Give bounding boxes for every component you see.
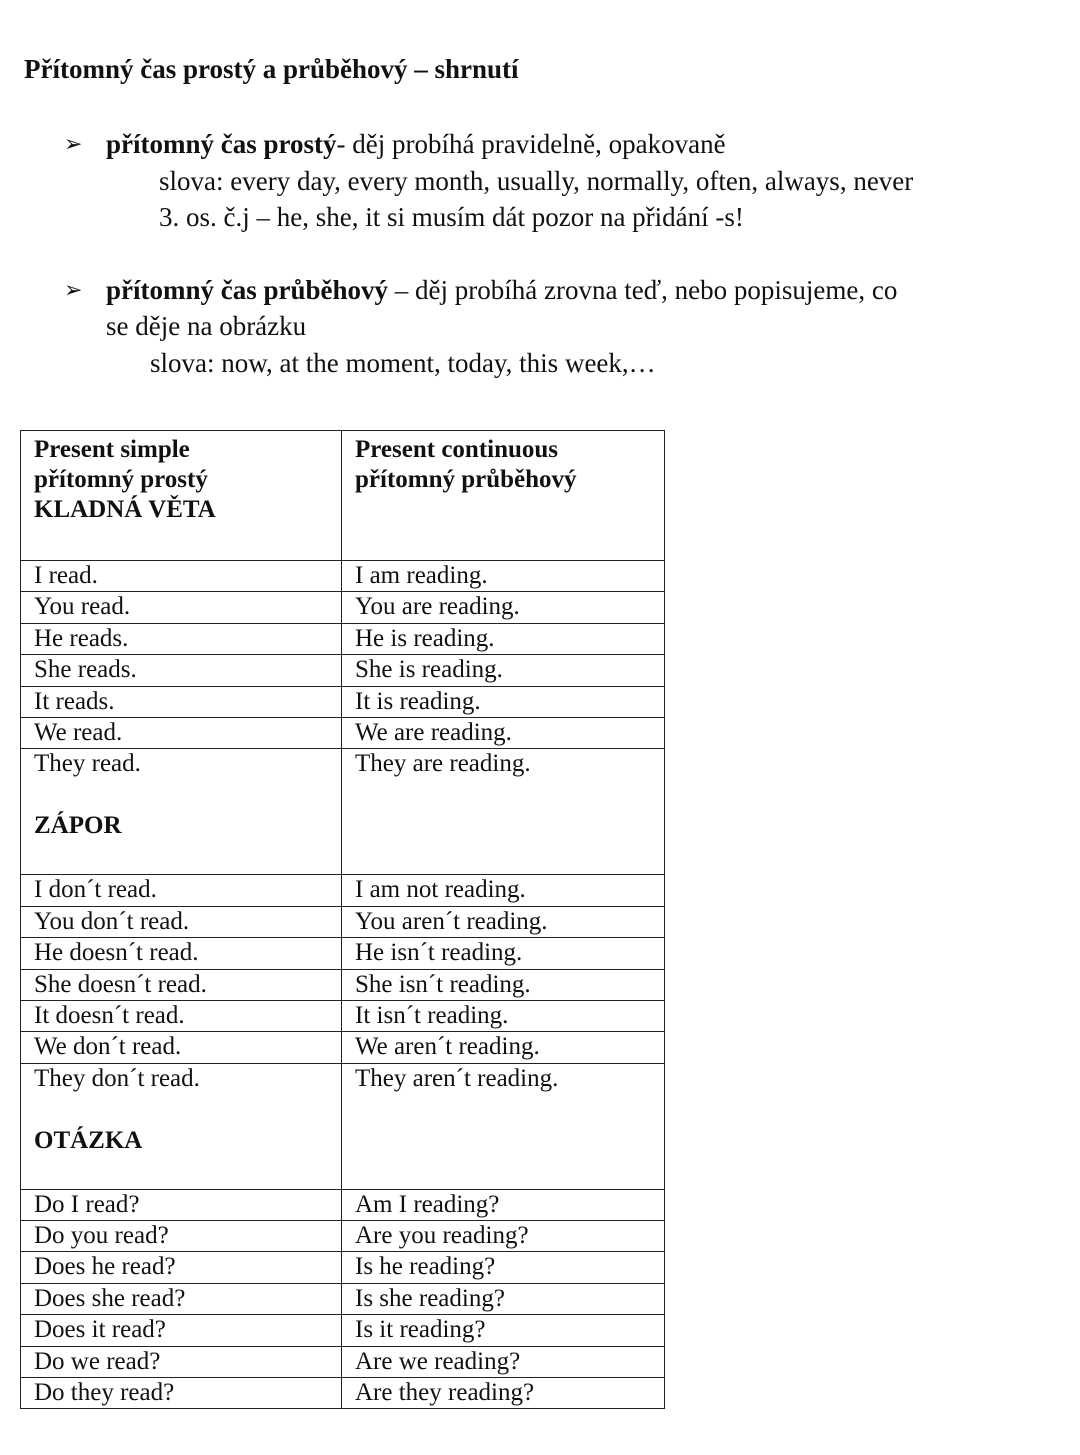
table-cell: She reads.	[21, 655, 342, 686]
header-line: Present continuous	[355, 436, 559, 463]
table-cell: Does it read?	[21, 1315, 342, 1346]
table-cell: I am reading.	[342, 561, 665, 592]
table-row	[21, 655, 665, 686]
arrow-bullet-icon: ➢	[64, 277, 83, 302]
table-cell: We don´t read.	[21, 1032, 342, 1063]
bullet-heading-line	[106, 126, 726, 162]
table-cell: We are reading.	[342, 717, 665, 748]
table-cell: She isn´t reading.	[342, 969, 665, 1000]
table-cell: Are they reading?	[342, 1378, 665, 1409]
table-cell: You are reading.	[342, 592, 665, 623]
bullet-heading: přítomný čas prostý	[106, 129, 337, 159]
table-cell: They are reading.	[342, 749, 665, 875]
table-row	[21, 1252, 665, 1283]
table-row	[21, 906, 665, 937]
table-row	[21, 1346, 665, 1377]
header-line: přítomný průběhový	[355, 466, 577, 493]
table-row	[21, 717, 665, 748]
table-cell-text: They don´t read.	[34, 1064, 200, 1092]
table-row	[21, 969, 665, 1000]
table-row	[21, 1189, 665, 1220]
table-cell: Do they read?	[21, 1378, 342, 1409]
header-present-continuous	[342, 431, 665, 561]
table-cell: Do I read?	[21, 1189, 342, 1220]
table-cell: I am not reading.	[342, 875, 665, 906]
table-row	[21, 686, 665, 717]
table-cell: Are you reading?	[342, 1221, 665, 1252]
table-cell: It is reading.	[342, 686, 665, 717]
table-cell: Am I reading?	[342, 1189, 665, 1220]
table-cell: He reads.	[21, 623, 342, 654]
bullet-keywords: slova: every day, every month, usually, normally, often, always, never	[159, 166, 914, 196]
header-line: Present simple	[34, 436, 190, 463]
arrow-bullet-icon: ➢	[64, 131, 83, 156]
table-cell: Do we read?	[21, 1346, 342, 1377]
table-cell: Does he read?	[21, 1252, 342, 1283]
table-cell: It isn´t reading.	[342, 1000, 665, 1031]
table-cell: He is reading.	[342, 623, 665, 654]
table-cell: He doesn´t read.	[21, 938, 342, 969]
bullet-description-continuation: se děje na obrázku	[106, 311, 307, 341]
header-present-simple	[21, 431, 342, 561]
table-cell: She is reading.	[342, 655, 665, 686]
table-cell: He isn´t reading.	[342, 938, 665, 969]
table-cell	[21, 749, 342, 875]
table-cell: We read.	[21, 717, 342, 748]
section-label-question: OTÁZKA	[34, 1126, 143, 1154]
bullet-heading: přítomný čas průběhový	[106, 275, 389, 305]
table-cell: Are we reading?	[342, 1346, 665, 1377]
table-cell: I read.	[21, 561, 342, 592]
table-row	[21, 623, 665, 654]
table-row	[21, 1315, 665, 1346]
bullet-description: - děj probíhá pravidelně, opakovaně	[336, 129, 726, 159]
table-row	[21, 1032, 665, 1063]
table-cell: You read.	[21, 592, 342, 623]
bullet-keywords: slova: now, at the moment, today, this week,…	[150, 348, 656, 378]
page-title: Přítomný čas prostý a průběhový – shrnutí	[24, 54, 519, 84]
table-row	[21, 592, 665, 623]
table-cell: I don´t read.	[21, 875, 342, 906]
table-row	[21, 1000, 665, 1031]
table-cell: It doesn´t read.	[21, 1000, 342, 1031]
table-cell: Does she read?	[21, 1283, 342, 1314]
table-row	[21, 875, 665, 906]
bullet-description: – děj probíhá zrovna teď, nebo popisujeme, co	[388, 275, 898, 305]
table-row	[21, 1063, 665, 1189]
table-cell: They aren´t reading.	[342, 1063, 665, 1189]
table-cell: She doesn´t read.	[21, 969, 342, 1000]
table-row	[21, 1378, 665, 1409]
table-row	[21, 749, 665, 875]
table-cell: Is he reading?	[342, 1252, 665, 1283]
grammar-table	[20, 430, 665, 1409]
table-cell-text: They read.	[34, 750, 141, 778]
table-row	[21, 1221, 665, 1252]
section-label-affirmative: KLADNÁ VĚTA	[34, 496, 216, 523]
table-row	[21, 1283, 665, 1314]
table-cell: Is it reading?	[342, 1315, 665, 1346]
header-line: přítomný prostý	[34, 466, 208, 493]
table-cell: We aren´t reading.	[342, 1032, 665, 1063]
section-label-negative: ZÁPOR	[34, 812, 122, 840]
bullet-heading-line	[106, 272, 897, 308]
table-cell: Do you read?	[21, 1221, 342, 1252]
table-cell: You aren´t reading.	[342, 906, 665, 937]
table-cell: You don´t read.	[21, 906, 342, 937]
table-header-row	[21, 431, 665, 561]
table-row	[21, 938, 665, 969]
table-cell	[21, 1063, 342, 1189]
bullet-note: 3. os. č.j – he, she, it si musím dát pozor na přidání -s!	[159, 202, 744, 232]
table-cell: Is she reading?	[342, 1283, 665, 1314]
table-cell: It reads.	[21, 686, 342, 717]
table-row	[21, 561, 665, 592]
